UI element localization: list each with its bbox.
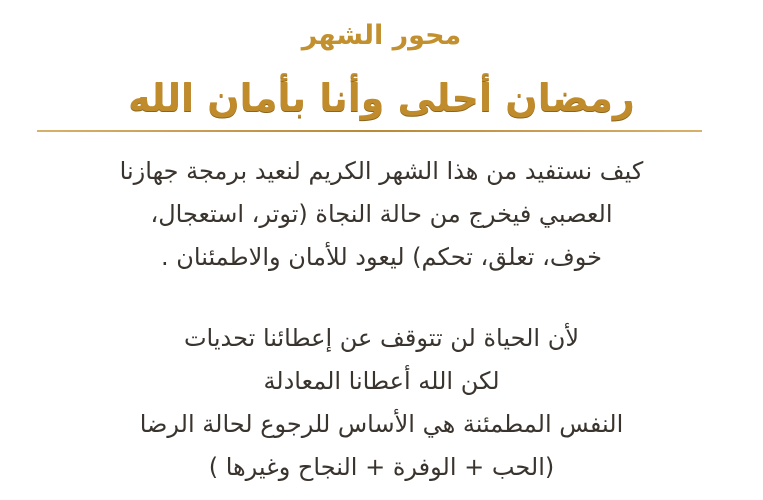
paragraph-2-line-4: (الحب + الوفرة + النجاح وغيرها ) (208, 453, 555, 481)
section-subtitle: محور الشهر (301, 20, 462, 51)
page-title: رمضان أحلى وأنا بأمان الله (128, 76, 635, 120)
paragraph-2-line-1: لأن الحياة لن تتوقف عن إعطائنا تحديات (183, 324, 580, 352)
paragraph-1-line-1: كيف نستفيد من هذا الشهر الكريم لنعيد برمجة جهازنا (119, 157, 644, 185)
paragraph-1-line-3: خوف، تعلق، تحكم) ليعود للأمان والاطمئنان . (161, 243, 602, 271)
paragraph-2-line-2: لكن الله أعطانا المعادلة (263, 367, 500, 395)
paragraph-2-line-3: النفس المطمئنة هي الأساس للرجوع لحالة الرضا (139, 410, 624, 438)
title-divider (37, 130, 702, 132)
paragraph-gap (30, 279, 733, 317)
article-body (30, 150, 733, 489)
paragraph-2 (30, 317, 733, 489)
paragraph-1 (30, 150, 733, 279)
paragraph-1-line-2: العصبي فيخرج من حالة النجاة (توتر، استعجال، (150, 200, 613, 228)
